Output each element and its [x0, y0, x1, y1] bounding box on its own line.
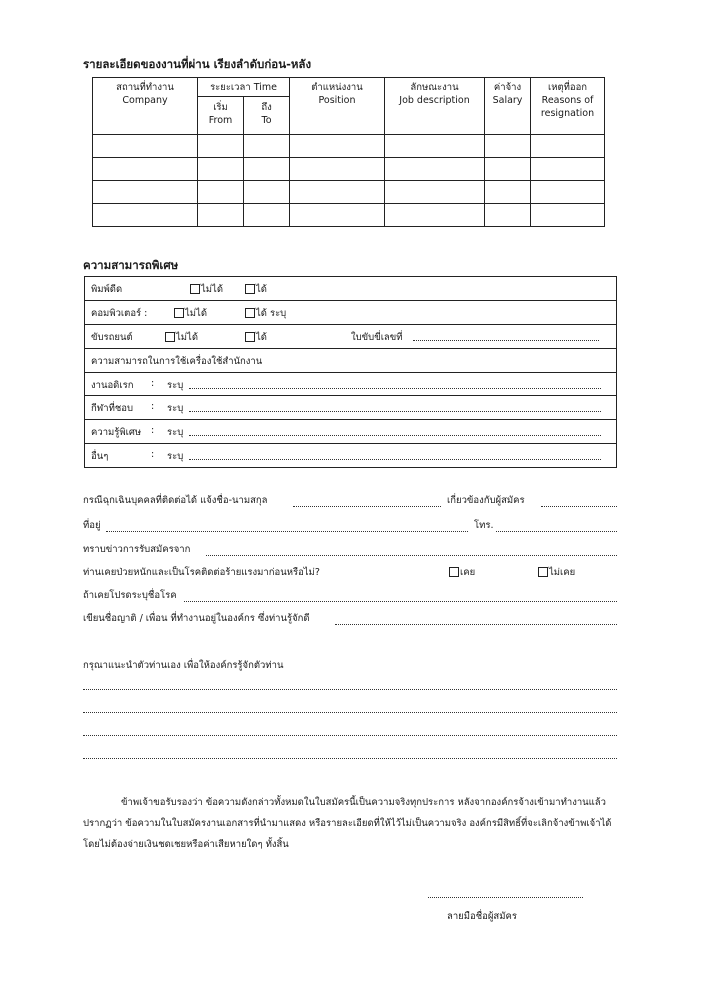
address-field[interactable] [106, 530, 468, 532]
emergency-label: กรณีฉุกเฉินบุคคลที่ติดต่อได้ แจ้งชื่อ-นามสกุล [83, 495, 268, 506]
period-header: ระยะเวลา Time เริ่ม From ถึง To [198, 78, 290, 135]
reason-header: เหตุที่ออก Reasons of resignation [531, 78, 605, 135]
table-row[interactable] [93, 135, 605, 158]
illness-question: ท่านเคยป่วยหนักและเป็นโรคติดต่อร้ายแรงมาก่อนหรือไม่? [83, 567, 320, 578]
illness-specify-label: ถ้าเคยโปรดระบุชื่อโรค [83, 590, 177, 601]
office-label: ความสามารถในการใช้เครื่องใช้สำนักงาน [91, 355, 263, 367]
other-label: อื่นๆ [91, 451, 109, 463]
signature-label: ลายมือชื่อผู้สมัคร [447, 911, 517, 922]
knowledge-label: ความรู้พิเศษ [91, 427, 142, 439]
illness-no-checkbox[interactable]: ไม่เคย [538, 565, 575, 580]
illness-specify-field[interactable] [184, 600, 617, 602]
hobby-label: งานอดิเรก [91, 379, 134, 391]
introduce-line[interactable] [83, 757, 617, 759]
salary-header: ค่าจ้าง Salary [485, 78, 531, 135]
typing-row [85, 277, 616, 301]
license-number-field[interactable] [413, 330, 599, 341]
from-header: เริ่ม From [198, 97, 244, 134]
source-field[interactable] [206, 554, 617, 556]
sport-label: กีฬาที่ชอบ [91, 403, 134, 415]
table-row[interactable] [93, 158, 605, 181]
source-label: ทราบข่าวการรับสมัครจาก [83, 544, 191, 555]
driving-yes-checkbox[interactable]: ได้ [245, 330, 267, 345]
relation-label: เกี่ยวข้องกับผู้สมัคร [447, 495, 525, 506]
hobby-field[interactable] [189, 378, 601, 389]
license-label: ใบขับขี่เลขที่ [351, 331, 403, 343]
introduce-line[interactable] [83, 711, 617, 713]
table-row[interactable] [93, 204, 605, 227]
computer-yes-checkbox[interactable]: ได้ ระบุ [245, 306, 286, 321]
computer-row [85, 301, 616, 325]
hobby-row: งานอดิเรก : ระบุ [85, 373, 616, 397]
computer-no-checkbox[interactable]: ไม่ได้ [174, 306, 207, 321]
driving-row [85, 325, 616, 349]
declaration-text: ข้าพเจ้าขอรับรองว่า ข้อความดังกล่าวทั้งหมดในใบสมัครนี้เป็นความจริงทุกประการ หลังจากองค์กรจ้างเข้ามาทำงานแล้วปรากฏว่า ข้อความในใบสมัครงานเอกสารที่นำมาแสดง หรือรายละเอียดที่ให้ไว้ไม่เป็นความจริง องค์กรมีสิทธิ์ที่จะเลิกจ้างข้าพเจ้าได้โดยไม่ต้องจ่ายเงินชดเชยหรือค่าเสียหายใดๆ ทั้งสิ้น [83, 797, 612, 850]
driving-label: ขับรถยนต์ [91, 331, 133, 343]
office-row [85, 349, 616, 373]
reference-field[interactable] [335, 623, 617, 625]
relation-field[interactable] [541, 505, 617, 507]
work-history-table [92, 77, 605, 227]
signature-field[interactable] [428, 896, 583, 898]
work-history-title: รายละเอียดของงานที่ผ่าน เรียงลำดับก่อน-หลัง [83, 57, 312, 71]
driving-no-checkbox[interactable]: ไม่ได้ [165, 330, 198, 345]
introduce-line[interactable] [83, 734, 617, 736]
phone-label: โทร. [474, 520, 494, 531]
sport-row: กีฬาที่ชอบ : ระบุ [85, 396, 616, 420]
illness-yes-checkbox[interactable]: เคย [449, 565, 475, 580]
position-header: ตำแหน่งงาน Position [290, 78, 385, 135]
typing-no-checkbox[interactable]: ไม่ได้ [190, 282, 223, 297]
address-label: ที่อยู่ [83, 520, 101, 531]
typing-label: พิมพ์ดีด [91, 284, 123, 295]
other-row: อื่นๆ : ระบุ [85, 444, 616, 467]
other-field[interactable] [189, 449, 601, 460]
knowledge-row: ความรู้พิเศษ : ระบุ [85, 420, 616, 444]
company-header: สถานที่ทำงาน Company [93, 78, 198, 135]
to-header: ถึง To [261, 102, 272, 126]
phone-field[interactable] [496, 530, 617, 532]
typing-yes-checkbox[interactable]: ได้ [245, 282, 267, 297]
table-row[interactable] [93, 181, 605, 204]
computer-label: คอมพิวเตอร์ : [91, 307, 148, 319]
introduce-label: กรุณาแนะนำตัวท่านเอง เพื่อให้องค์กรรู้จักตัวท่าน [83, 660, 284, 671]
introduce-line[interactable] [83, 688, 617, 690]
job-description-header: ลักษณะงาน Job description [385, 78, 485, 135]
knowledge-field[interactable] [189, 425, 601, 436]
skills-title: ความสามารถพิเศษ [83, 258, 179, 272]
sport-field[interactable] [189, 401, 601, 412]
skills-box [84, 276, 617, 468]
emergency-name-field[interactable] [293, 505, 441, 507]
reference-label: เขียนชื่อญาติ / เพื่อน ที่ทำงานอยู่ในองค์กร ซึ่งท่านรู้จักดี [83, 613, 310, 624]
